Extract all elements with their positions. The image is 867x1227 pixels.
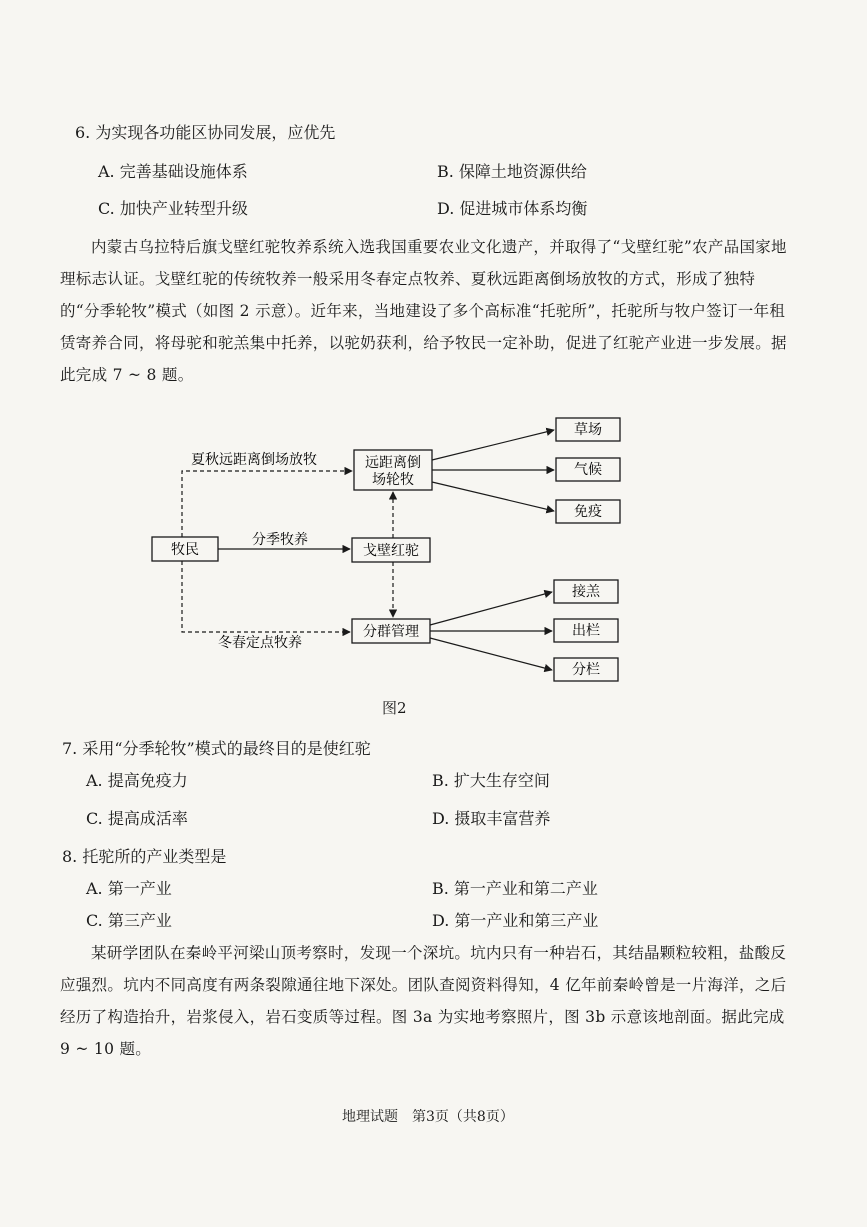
- q6-option-a: A. 完善基础设施体系: [98, 162, 248, 181]
- svg-text:气候: 气候: [574, 462, 602, 478]
- q8-option-b: B. 第一产业和第二产业: [432, 879, 598, 898]
- page-footer: 地理试题 第3页（共8页）: [342, 1109, 514, 1125]
- q8-option-d: D. 第一产业和第三产业: [432, 911, 599, 930]
- label-winter-grazing: 冬春定点牧养: [218, 635, 302, 651]
- q7-option-a: A. 提高免疫力: [86, 771, 188, 790]
- box-rotation-grazing: [354, 450, 432, 490]
- figure-2-diagram: [140, 410, 640, 690]
- svg-text:草场: 草场: [574, 422, 602, 438]
- q6-option-b: B. 保障土地资源供给: [437, 162, 587, 181]
- q7-option-c: C. 提高成活率: [86, 809, 188, 828]
- svg-text:牧民: 牧民: [171, 542, 199, 558]
- svg-text:免疫: 免疫: [574, 504, 602, 520]
- box-herdsman: [152, 537, 218, 561]
- q8-option-c: C. 第三产业: [86, 911, 172, 930]
- q8-option-a: A. 第一产业: [86, 879, 172, 898]
- arrow-to-lambing: [430, 592, 552, 625]
- box-climate: [556, 458, 620, 481]
- box-separate-pen: [554, 658, 618, 681]
- q7-option-b: B. 扩大生存空间: [432, 771, 550, 790]
- box-group-management: [352, 619, 430, 643]
- q6-option-d: D. 促进城市体系均衡: [437, 199, 588, 218]
- svg-text:出栏: 出栏: [572, 623, 600, 639]
- q6-stem: 6. 为实现各功能区协同发展，应优先: [75, 123, 336, 142]
- svg-text:远距离倒: 远距离倒: [365, 455, 421, 471]
- arrow-to-immunity: [432, 482, 554, 511]
- passage-qinling: 某研学团队在秦岭平河梁山顶考察时，发现一个深坑。坑内只有一种岩石，其结晶颗粒较粗，盐酸反应强烈。坑内不同高度有两条裂隙通往地下深处。团队查阅资料得知，4 亿年前秦岭曾是一片海洋，之后经历了构造抬升，岩浆侵入，岩石变质等过程。图 3a 为实地考察照片，图 3b 示意该地剖面。据此完成 9 ~ 10 题。: [60, 944, 787, 1058]
- arrow-winter-path: [182, 561, 350, 632]
- q7-stem: 7. 采用“分季轮牧”模式的最终目的是使红驼: [62, 739, 371, 758]
- label-seasonal-grazing: 分季牧养: [252, 532, 308, 548]
- q7-option-d: D. 摄取丰富营养: [432, 809, 551, 828]
- arrow-to-separate-pen: [430, 638, 552, 670]
- svg-text:戈壁红驼: 戈壁红驼: [363, 543, 419, 559]
- box-out-pen: [554, 619, 618, 642]
- q6-option-c: C. 加快产业转型升级: [98, 199, 248, 218]
- passage-camel: 内蒙古乌拉特后旗戈壁红驼牧养系统入选我国重要农业文化遗产，并取得了“戈壁红驼”农产品国家地理标志认证。戈壁红驼的传统牧养一般采用冬春定点牧养、夏秋远距离倒场放牧的方式，形成了独特的“分季轮牧”模式（如图 2 示意）。近年来，当地建设了多个高标准“托驼所”，托驼所与牧户签订一年租赁寄养合同，将母驼和驼羔集中托养，以驼奶获利，给予牧民一定补助，促进了红驼产业进一步发展。据此完成 7 ~ 8 题。: [60, 238, 787, 384]
- box-gobi-camel: [352, 538, 430, 562]
- arrow-summer-path: [182, 471, 352, 537]
- box-immunity: [556, 500, 620, 523]
- svg-text:分栏: 分栏: [572, 662, 600, 678]
- box-grassland: [556, 418, 620, 441]
- figure-caption: 图2: [382, 699, 407, 717]
- svg-text:接羔: 接羔: [572, 584, 600, 600]
- svg-text:场轮牧: 场轮牧: [372, 472, 414, 488]
- box-lambing: [554, 580, 618, 603]
- svg-text:分群管理: 分群管理: [363, 624, 419, 640]
- arrow-to-grassland: [432, 430, 554, 460]
- label-summer-grazing: 夏秋远距离倒场放牧: [191, 452, 317, 468]
- q8-stem: 8. 托驼所的产业类型是: [62, 847, 227, 866]
